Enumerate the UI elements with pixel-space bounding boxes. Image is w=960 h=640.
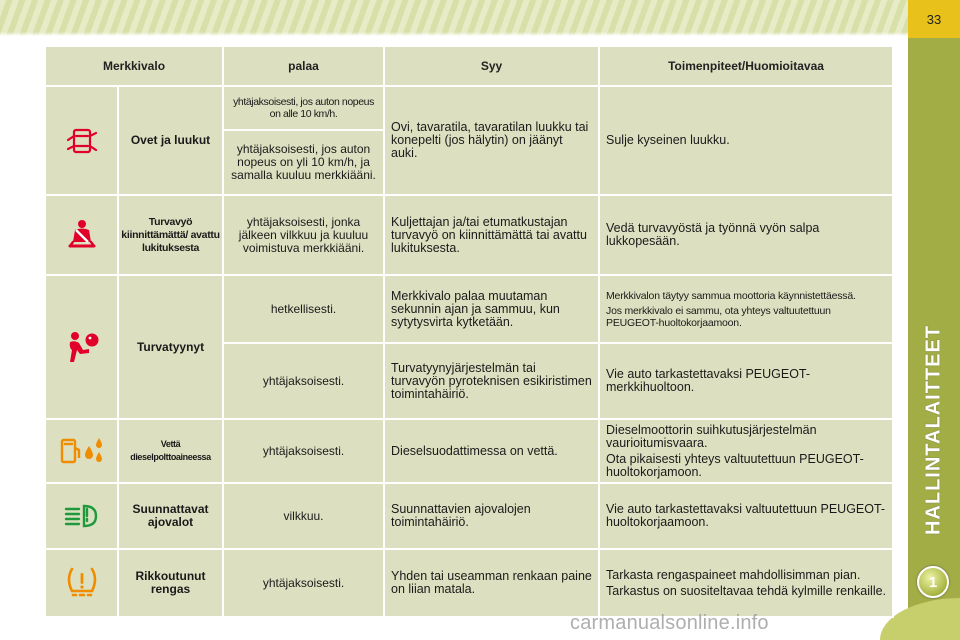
action-line: Ota pikaisesti yhteys valtuutettuun PEUGEOT-huoltokorjamoon. — [606, 451, 864, 479]
cause-text: Yhden tai useamman renkaan paine on liian matala. — [384, 549, 599, 617]
cause-text: Dieselsuodattimessa on vettä. — [384, 419, 599, 483]
page-number-text: 33 — [926, 11, 942, 27]
light-name: Turvatyynyt — [118, 275, 223, 419]
table-row — [45, 86, 893, 130]
headlight-fault-icon — [62, 501, 102, 531]
icon-cell — [45, 86, 118, 195]
table-row — [45, 275, 893, 343]
cause-text: Kuljettajan ja/tai etumatkustajan turvavyö on kiinnittämättä tai avattu lukituksesta. — [384, 195, 599, 275]
lit-condition: yhtäjaksoisesti, jos auton nopeus on yli 10 km/h, ja samalla kuuluu merkkiääni. — [223, 130, 384, 195]
icon-cell — [45, 549, 118, 617]
cause-text: Ovi, tavaratila, tavaratilan luukku tai konepelti (jos hälytin) on jäänyt auki. — [384, 86, 599, 195]
action-line: Tarkastus on suositeltavaa tehdä kylmille renkaille. — [606, 583, 887, 598]
table-row — [45, 483, 893, 549]
lit-condition: yhtäjaksoisesti. — [223, 549, 384, 617]
action-text: Vie auto tarkastettavaksi valtuutettuun PEUGEOT-huoltokorjaamoon. — [599, 483, 893, 549]
action-line: Tarkasta rengaspaineet mahdollisimman pian. — [606, 567, 861, 582]
light-name: Rikkoutunut rengas — [118, 549, 223, 617]
warning-lights-table — [44, 45, 894, 618]
tyre-pressure-icon — [63, 565, 101, 601]
action-line: Jos merkkivalo ei sammu, ota yhteys valtuutettuun PEUGEOT-huoltokorjaamoon. — [606, 304, 831, 329]
cause-text: Suunnattavien ajovalojen toimintahäiriö. — [384, 483, 599, 549]
page-number — [908, 0, 960, 38]
table-row — [45, 549, 893, 617]
light-name: Ovet ja luukut — [118, 86, 223, 195]
seatbelt-icon — [65, 218, 99, 252]
table-header-row — [45, 46, 893, 86]
light-name: Turvavyö kiinnittämättä/ avattu lukituksesta — [118, 195, 223, 275]
light-name: Suunnattavat ajovalot — [118, 483, 223, 549]
watermark-text: carmanualsonline.info — [570, 612, 769, 634]
action-text: Vedä turvavyöstä ja työnnä vyön salpa lukkopesään. — [599, 195, 893, 275]
action-line: Merkkivalon täytyy sammua moottoria käynnistettäessä. — [606, 289, 856, 302]
light-name: Vettä dieselpolttoaineessa — [118, 419, 223, 483]
water-in-diesel-icon — [59, 434, 105, 468]
lit-condition: yhtäjaksoisesti, jonka jälkeen vilkkuu ja kuuluu voimistuva merkkiääni. — [223, 195, 384, 275]
lit-condition: yhtäjaksoisesti, jos auton nopeus on alle 10 km/h. — [223, 86, 384, 130]
door-open-icon — [65, 124, 99, 158]
chapter-badge: 1 — [917, 566, 949, 598]
icon-cell — [45, 275, 118, 419]
action-text — [599, 419, 893, 483]
icon-cell — [45, 483, 118, 549]
top-decorative-band — [0, 0, 908, 36]
action-text: Sulje kyseinen luukku. — [599, 86, 893, 195]
header-action: Toimenpiteet/Huomioitavaa — [599, 46, 893, 86]
action-text: Vie auto tarkastettavaksi PEUGEOT-merkkihuoltoon. — [599, 343, 893, 419]
lit-condition: vilkkuu. — [223, 483, 384, 549]
icon-cell — [45, 419, 118, 483]
header-warning-light: Merkkivalo — [45, 46, 223, 86]
cause-text: Turvatyynyjärjestelmän tai turvavyön pyroteknisen esikiristimen toimintahäiriö. — [384, 343, 599, 419]
lit-condition: yhtäjaksoisesti. — [223, 343, 384, 419]
lit-condition: yhtäjaksoisesti. — [223, 419, 384, 483]
cause-text: Merkkivalo palaa muutaman sekunnin ajan ja sammuu, kun sytytysvirta kytketään. — [384, 275, 599, 343]
airbag-icon — [64, 330, 100, 364]
header-lit: palaa — [223, 46, 384, 86]
action-text — [599, 275, 893, 343]
table-row — [45, 195, 893, 275]
table-row — [45, 419, 893, 483]
action-line: Dieselmoottorin suihkutusjärjestelmän vaurioitumisvaara. — [606, 422, 817, 450]
header-cause: Syy — [384, 46, 599, 86]
lit-condition: hetkellisesti. — [223, 275, 384, 343]
section-title: HALLINTALAITTEET — [922, 324, 945, 536]
action-text — [599, 549, 893, 617]
icon-cell — [45, 195, 118, 275]
